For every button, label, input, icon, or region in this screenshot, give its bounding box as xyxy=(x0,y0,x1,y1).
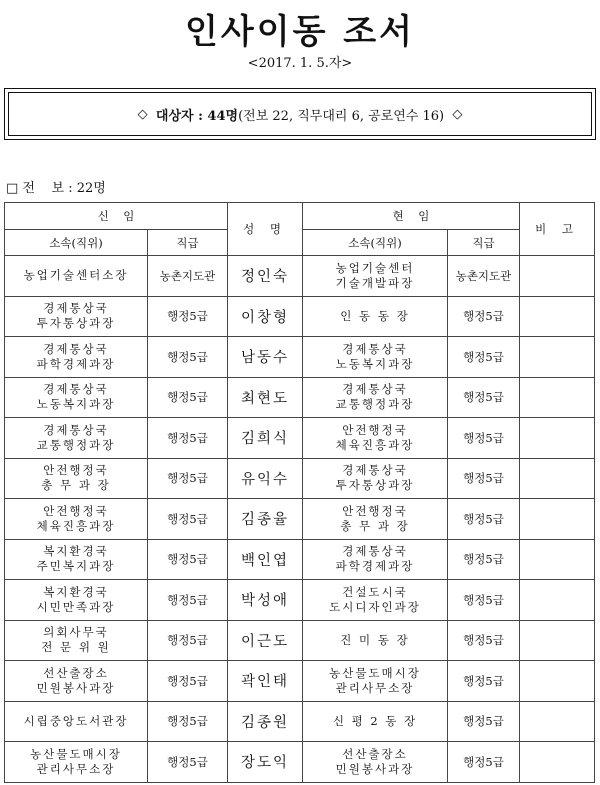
current-dept-cell xyxy=(303,499,448,540)
new-dept-cell-line: 안전행정국 xyxy=(43,463,109,478)
person-name-cell: 곽인태 xyxy=(228,661,303,702)
new-dept-cell xyxy=(5,458,148,499)
new-grade-cell: 행정5급 xyxy=(148,337,228,378)
current-grade-cell: 행정5급 xyxy=(448,296,520,337)
new-dept-cell-line: 경제통상국 xyxy=(43,422,109,437)
new-dept-cell-line: 체육진흥과장 xyxy=(36,518,116,533)
new-grade-cell: 농촌지도관 xyxy=(148,256,228,297)
new-dept-cell xyxy=(5,742,148,783)
table-row xyxy=(5,296,595,337)
current-grade-cell: 농촌지도관 xyxy=(448,256,520,297)
document-date: <2017. 1. 5.자> xyxy=(247,56,353,71)
current-dept-cell-line: 경제통상국 xyxy=(342,341,408,356)
new-dept-cell xyxy=(5,337,148,378)
person-name-cell: 박성애 xyxy=(228,580,303,621)
table-row xyxy=(5,661,595,702)
new-dept-cell xyxy=(5,418,148,459)
new-dept-cell xyxy=(5,539,148,580)
new-dept-cell-line: 경제통상국 xyxy=(43,301,109,316)
current-dept-cell xyxy=(303,661,448,702)
current-dept-cell-line: 체육진흥과장 xyxy=(335,437,415,452)
new-dept-cell-line: 경제통상국 xyxy=(43,382,109,397)
current-grade-cell: 행정5급 xyxy=(448,539,520,580)
current-dept-cell-line: 경제통상국 xyxy=(342,463,408,478)
remarks-cell xyxy=(520,580,595,621)
new-dept-cell-line: 농업기술센터소장 xyxy=(23,268,129,283)
new-grade-cell: 행정5급 xyxy=(148,539,228,580)
header-current-position: 현 임 xyxy=(303,203,520,230)
current-dept-cell-line: 파학경제과장 xyxy=(335,559,415,574)
current-dept-cell-line: 민원봉사과장 xyxy=(335,761,415,776)
current-dept-cell xyxy=(303,418,448,459)
current-dept-cell xyxy=(303,337,448,378)
new-grade-cell: 행정5급 xyxy=(148,742,228,783)
header-cur-grade: 직급 xyxy=(448,230,520,256)
remarks-cell xyxy=(520,539,595,580)
table-row xyxy=(5,256,595,297)
new-grade-cell: 행정5급 xyxy=(148,701,228,742)
new-dept-cell-line: 관리사무소장 xyxy=(36,761,116,776)
current-dept-cell-line: 노동복지과장 xyxy=(335,356,415,371)
new-dept-cell-line: 민원봉사과장 xyxy=(36,680,116,695)
header-new-grade: 직급 xyxy=(148,230,228,256)
table-row xyxy=(5,742,595,783)
remarks-cell xyxy=(520,418,595,459)
table-row xyxy=(5,580,595,621)
new-grade-cell: 행정5급 xyxy=(148,580,228,621)
new-dept-cell-line: 시립중앙도서관장 xyxy=(23,713,129,728)
person-name-cell: 김종율 xyxy=(228,499,303,540)
new-grade-cell: 행정5급 xyxy=(148,377,228,418)
current-grade-cell: 행정5급 xyxy=(448,337,520,378)
new-dept-cell-line: 주민복지과장 xyxy=(36,559,116,574)
new-dept-cell-line: 의회사무국 xyxy=(43,625,109,640)
current-dept-cell xyxy=(303,701,448,742)
table-row xyxy=(5,539,595,580)
current-dept-cell-line: 선산출장소 xyxy=(342,746,408,761)
new-dept-cell-line: 투자통상과장 xyxy=(36,316,116,331)
new-dept-cell xyxy=(5,661,148,702)
new-dept-cell-line: 안전행정국 xyxy=(43,503,109,518)
new-dept-cell-line: 전 문 위 원 xyxy=(41,640,111,655)
new-dept-cell xyxy=(5,580,148,621)
new-dept-cell-line: 총 무 과 장 xyxy=(41,478,111,493)
current-dept-cell-line: 안전행정국 xyxy=(342,422,408,437)
person-name-cell: 최현도 xyxy=(228,377,303,418)
person-name-cell: 정인숙 xyxy=(228,256,303,297)
remarks-cell xyxy=(520,620,595,661)
current-grade-cell: 행정5급 xyxy=(448,499,520,540)
new-dept-cell xyxy=(5,499,148,540)
new-dept-cell xyxy=(5,701,148,742)
new-dept-cell-line: 경제통상국 xyxy=(43,341,109,356)
remarks-cell xyxy=(520,256,595,297)
new-grade-cell: 행정5급 xyxy=(148,661,228,702)
summary-inner xyxy=(8,92,592,136)
header-new-position: 신 임 xyxy=(5,203,228,230)
person-name-cell: 백인엽 xyxy=(228,539,303,580)
new-grade-cell: 행정5급 xyxy=(148,499,228,540)
current-dept-cell-line: 농업기술센터 xyxy=(335,260,415,275)
header-new-dept: 소속(직위) xyxy=(5,230,148,256)
new-dept-cell-line: 복지환경국 xyxy=(43,544,109,559)
current-grade-cell: 행정5급 xyxy=(448,580,520,621)
current-dept-cell-line: 건설도시국 xyxy=(342,584,408,599)
new-grade-cell: 행정5급 xyxy=(148,418,228,459)
current-grade-cell: 행정5급 xyxy=(448,701,520,742)
summary-box xyxy=(4,88,596,140)
current-dept-cell-line: 관리사무소장 xyxy=(335,680,415,695)
header-name: 성 명 xyxy=(228,203,303,256)
new-grade-cell: 행정5급 xyxy=(148,296,228,337)
current-dept-cell-line: 투자통상과장 xyxy=(335,478,415,493)
current-dept-cell-line: 신 평 2 동 장 xyxy=(332,713,418,728)
current-dept-cell-line: 진 미 동 장 xyxy=(340,632,410,647)
current-dept-cell xyxy=(303,539,448,580)
current-grade-cell: 행정5급 xyxy=(448,418,520,459)
table-row xyxy=(5,499,595,540)
current-dept-cell xyxy=(303,620,448,661)
current-dept-cell xyxy=(303,458,448,499)
remarks-cell xyxy=(520,499,595,540)
table-row xyxy=(5,701,595,742)
new-dept-cell xyxy=(5,620,148,661)
summary-label: 대상자 : 44명 xyxy=(155,108,239,124)
new-dept-cell xyxy=(5,296,148,337)
person-name-cell: 김종원 xyxy=(228,701,303,742)
current-grade-cell: 행정5급 xyxy=(448,620,520,661)
new-dept-cell-line: 시민만족과장 xyxy=(36,599,116,614)
current-dept-cell-line: 기술개발파장 xyxy=(335,275,415,290)
new-dept-cell-line: 선산출장소 xyxy=(43,665,109,680)
current-dept-cell-line: 도시디자인과장 xyxy=(329,599,421,614)
current-dept-cell xyxy=(303,256,448,297)
new-dept-cell-line: 농산물도매시장 xyxy=(30,746,122,761)
new-dept-cell xyxy=(5,377,148,418)
remarks-cell xyxy=(520,458,595,499)
current-grade-cell: 행정5급 xyxy=(448,458,520,499)
person-name-cell: 장도익 xyxy=(228,742,303,783)
current-dept-cell xyxy=(303,580,448,621)
current-grade-cell: 행정5급 xyxy=(448,377,520,418)
remarks-cell xyxy=(520,661,595,702)
remarks-cell xyxy=(520,377,595,418)
person-name-cell: 김희식 xyxy=(228,418,303,459)
current-dept-cell-line: 인 동 동 장 xyxy=(340,308,410,323)
person-name-cell: 이창형 xyxy=(228,296,303,337)
current-dept-cell-line: 경제통상국 xyxy=(342,382,408,397)
remarks-cell xyxy=(520,701,595,742)
current-dept-cell xyxy=(303,377,448,418)
new-dept-cell-line: 파학경제과장 xyxy=(36,356,116,371)
section-heading: □ 전 보 : 22명 xyxy=(6,181,106,196)
current-dept-cell-line: 농산물도매시장 xyxy=(329,665,421,680)
new-dept-cell-line: 교통행정과장 xyxy=(36,437,116,452)
table-row xyxy=(5,620,595,661)
remarks-cell xyxy=(520,296,595,337)
person-name-cell: 이근도 xyxy=(228,620,303,661)
header-cur-dept: 소속(직위) xyxy=(303,230,448,256)
person-name-cell: 남동수 xyxy=(228,337,303,378)
current-dept-cell xyxy=(303,742,448,783)
table-row xyxy=(5,458,595,499)
new-grade-cell: 행정5급 xyxy=(148,458,228,499)
header-remarks: 비 고 xyxy=(520,203,595,256)
remarks-cell xyxy=(520,337,595,378)
new-dept-cell-line: 복지환경국 xyxy=(43,584,109,599)
transfer-table xyxy=(4,202,595,783)
document-title: 인사이동 조서 xyxy=(185,12,415,52)
diamond-icon: ◇ xyxy=(137,106,148,122)
current-dept-cell-line: 안전행정국 xyxy=(342,503,408,518)
current-dept-cell xyxy=(303,296,448,337)
current-grade-cell: 행정5급 xyxy=(448,661,520,702)
table-body xyxy=(5,256,595,783)
diamond-icon: ◇ xyxy=(452,106,463,122)
new-dept-cell-line: 노동복지과장 xyxy=(36,397,116,412)
new-dept-cell xyxy=(5,256,148,297)
current-dept-cell-line: 총 무 과 장 xyxy=(340,518,410,533)
summary-detail: (전보 22, 직무대리 6, 공로연수 16) xyxy=(238,108,445,124)
table-row xyxy=(5,337,595,378)
table-row xyxy=(5,377,595,418)
remarks-cell xyxy=(520,742,595,783)
current-grade-cell: 행정5급 xyxy=(448,742,520,783)
current-dept-cell-line: 경제통상국 xyxy=(342,544,408,559)
new-grade-cell: 행정5급 xyxy=(148,620,228,661)
current-dept-cell-line: 교통행정과장 xyxy=(335,397,415,412)
table-row xyxy=(5,418,595,459)
person-name-cell: 유익수 xyxy=(228,458,303,499)
